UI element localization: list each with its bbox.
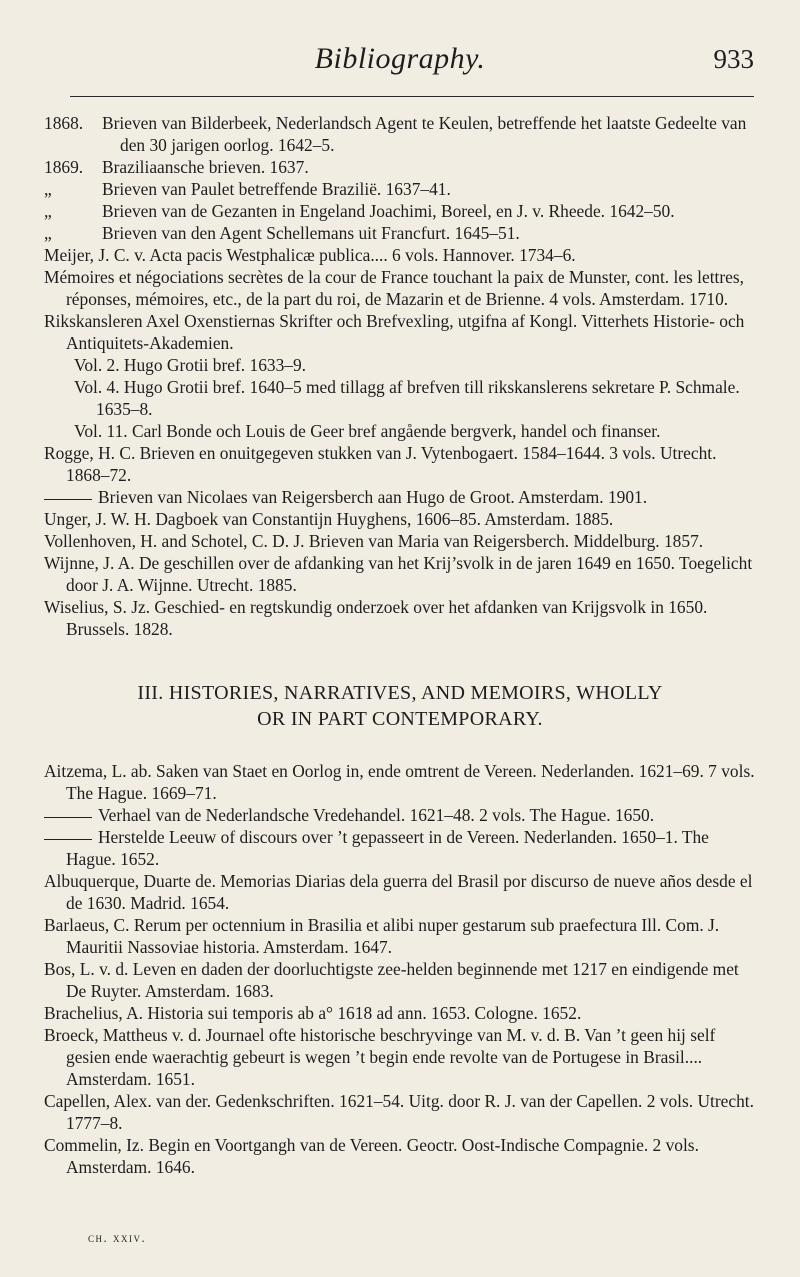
section-heading-line1: III. HISTORIES, NARRATIVES, AND MEMOIRS, WHOLLY <box>137 682 663 704</box>
entry-text: Vollenhoven, H. and Schotel, C. D. J. Brieven van Maria van Reigersberch. Middelburg. 1857. <box>44 531 704 551</box>
volume-entry: Vol. 4. Hugo Grotii bref. 1640–5 med tillagg af brefven till rikskanslerens sekretare P. Schmale. 1635–8. <box>74 377 740 419</box>
entry-text: Brieven van de Gezanten in Engeland Joachimi, Boreel, en J. v. Rheede. 1642–50. <box>102 201 675 221</box>
bibliography-entry <box>44 486 756 508</box>
chapter-footer: ch. xxiv. <box>88 1230 147 1245</box>
entry-text: Bos, L. v. d. Leven en daden der doorluchtigste zee-helden beginnende met 1217 en eindigende met De Ruyter. Amsterdam. 1683. <box>44 959 739 1001</box>
ditto-dash <box>44 499 92 500</box>
author-entries-continued <box>44 442 756 640</box>
entry-text: Aitzema, L. ab. Saken van Staet en Oorlog in, ende omtrent de Vereen. Nederlanden. 1621–69. 7 vols. The Hague. 1669–71. <box>44 761 755 803</box>
entry-text: Commelin, Iz. Begin en Voortgangh van de Vereen. Geoctr. Oost-Indische Compagnie. 2 vols. Amsterdam. 1646. <box>44 1135 699 1177</box>
entry-number: „ <box>44 179 52 199</box>
bibliography-entry <box>44 596 756 640</box>
page-number: 933 <box>713 44 754 74</box>
running-title: Bibliography. <box>314 42 486 75</box>
entry-text: Broeck, Mattheus v. d. Journael ofte historische beschryvinge van M. v. d. B. Van ’t geen hij self gesien ende waerachtig gebeurt is wegen ’t begin ende revolte van de Portugese in Brasil.... Amsterdam. 1651. <box>44 1025 716 1089</box>
bibliography-body <box>44 112 756 1178</box>
bibliography-entry <box>44 200 756 222</box>
bibliography-entry <box>44 442 756 486</box>
bibliography-entry <box>44 958 756 1002</box>
entry-text: Brieven van Nicolaes van Reigersberch aan Hugo de Groot. Amsterdam. 1901. <box>98 487 648 507</box>
section-heading <box>44 680 756 732</box>
entry-text: Unger, J. W. H. Dagboek van Constantijn Huyghens, 1606–85. Amsterdam. 1885. <box>44 509 614 529</box>
entry-text: Brieven van Paulet betreffende Brazilië. 1637–41. <box>102 179 451 199</box>
entry-text: Barlaeus, C. Rerum per octennium in Brasilia et alibi nuper gestarum sub praefectura Ill. Com. J. Mauritii Nassoviae historia. Amsterdam. 1647. <box>44 915 720 957</box>
author-entries <box>44 244 756 354</box>
volume-entry: Vol. 11. Carl Bonde och Louis de Geer bref angående bergverk, handel och finanser. <box>74 421 661 441</box>
bibliography-entry <box>44 552 756 596</box>
bibliography-entry: Rikskansleren Axel Oxenstiernas Skrifter och Brefvexling, utgifna af Kongl. Vitterhets Historie- och Antiquitets-Akademien. <box>44 311 745 353</box>
entry-number: 1868. <box>44 113 84 133</box>
entry-text: Wiselius, S. Jz. Geschied- en regtskundig onderzoek over het afdanken van Krijgsvolk in 1650. Brussels. 1828. <box>44 597 708 639</box>
bibliography-entry: Mémoires et négociations secrètes de la cour de France touchant la paix de Munster, cont. les lettres, réponses, mémoires, etc., de la part du roi, de Mazarin et de Brienne. 4 vols. Amsterdam. 1710. <box>44 267 744 309</box>
bibliography-entry <box>44 870 756 914</box>
bibliography-entry: Meijer, J. C. v. Acta pacis Westphalicæ publica.... 6 vols. Hannover. 1734–6. <box>44 245 576 265</box>
entry-text: Rogge, H. C. Brieven en onuitgegeven stukken van J. Vytenbogaert. 1584–1644. 3 vols. Utrecht. 1868–72. <box>44 443 717 485</box>
section-three-entries <box>44 760 756 1178</box>
bibliography-entry <box>44 1134 756 1178</box>
entry-text: Brieven van Bilderbeek, Nederlandsch Agent te Keulen, betreffende het laatste Gedeelte van den 30 jarigen oorlog. 1642–5. <box>102 113 747 155</box>
entry-text: Braziliaansche brieven. 1637. <box>102 157 309 177</box>
volume-entries <box>44 354 756 442</box>
bibliography-entry <box>44 156 756 178</box>
entry-text: Wijnne, J. A. De geschillen over de afdanking van het Krij’svolk in de jaren 1649 en 1650. Toegelicht door J. A. Wijnne. Utrecht. 1885. <box>44 553 753 595</box>
bibliography-entry <box>44 1002 756 1024</box>
running-head <box>0 0 800 110</box>
bibliography-entry <box>44 508 756 530</box>
entry-number: „ <box>44 201 52 221</box>
entry-number: 1869. <box>44 157 84 177</box>
ditto-dash <box>44 817 92 818</box>
header-rule <box>70 96 754 97</box>
bibliography-entry <box>44 112 756 156</box>
entry-text: Brachelius, A. Historia sui temporis ab a° 1618 ad ann. 1653. Cologne. 1652. <box>44 1003 582 1023</box>
bibliography-entry <box>44 1090 756 1134</box>
bibliography-entry <box>44 760 756 804</box>
bibliography-entry <box>44 530 756 552</box>
entry-text: Herstelde Leeuw of discours over ’t gepasseert in de Vereen. Nederlanden. 1650–1. The Hague. 1652. <box>66 827 709 869</box>
entry-text: Albuquerque, Duarte de. Memorias Diarias dela guerra del Brasil por discurso de nueve años desde el de 1630. Madrid. 1654. <box>44 871 753 913</box>
bibliography-entry <box>44 222 756 244</box>
ditto-dash <box>44 839 92 840</box>
bibliography-entry <box>44 804 756 826</box>
entry-text: Verhael van de Nederlandsche Vredehandel. 1621–48. 2 vols. The Hague. 1650. <box>98 805 655 825</box>
volume-entry: Vol. 2. Hugo Grotii bref. 1633–9. <box>74 355 307 375</box>
entry-text: Capellen, Alex. van der. Gedenkschriften. 1621–54. Uitg. door R. J. van der Capellen. 2 vols. Utrecht. 1777–8. <box>44 1091 754 1133</box>
bibliography-entry <box>44 178 756 200</box>
entry-number: „ <box>44 223 52 243</box>
entry-text: Brieven van den Agent Schellemans uit Francfurt. 1645–51. <box>102 223 520 243</box>
numbered-entries <box>44 112 756 244</box>
bibliography-entry <box>44 826 756 870</box>
bibliography-entry <box>44 1024 756 1090</box>
section-heading-line2: OR IN PART CONTEMPORARY. <box>257 708 543 730</box>
bibliography-entry <box>44 914 756 958</box>
